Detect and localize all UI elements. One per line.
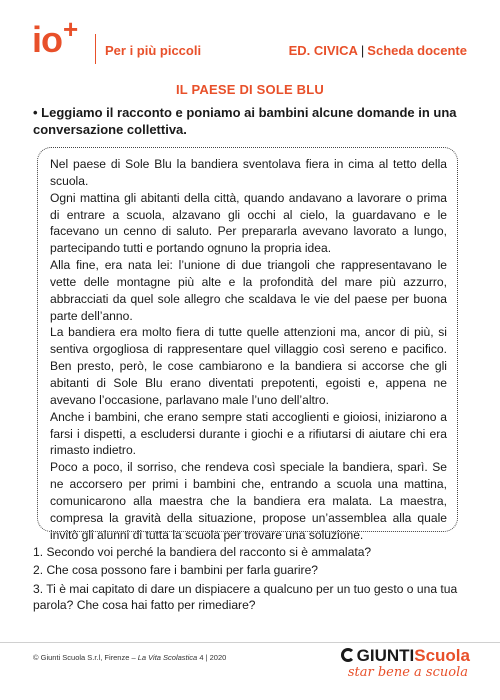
story-box	[37, 147, 458, 542]
credit-suffix: 4 | 2020	[197, 653, 227, 662]
page-header	[0, 0, 500, 72]
intro-instruction: • Leggiamo il racconto e poniamo ai bambini alcune domande in una conversazione collettiva.	[33, 105, 457, 137]
publisher-name	[341, 646, 470, 666]
credit-prefix: © Giunti Scuola S.r.l, Firenze –	[33, 653, 138, 662]
logo-text: io	[32, 19, 62, 60]
publisher-name-a: GIUNTI	[356, 646, 415, 665]
story-paragraph: Nel paese di Sole Blu la bandiera sventolava fiera in cima al tetto della scuola.	[50, 157, 447, 188]
publisher-tagline: star bene a scuola	[347, 665, 468, 680]
story-paragraph: La bandiera era molto fiera di tutte quelle attenzioni ma, ancor di più, si sentiva orgogliosa di rappresentare quel villaggio così sereno e pacifico. Ben presto, però, le cose cambiarono e la bandiera si accorse che gli abitanti di Sole Blu erano diventati prepotenti, egoisti e, appena ne avevano l’occasione, parlavano male l’uno dell’altro.	[50, 325, 447, 407]
question-item: 3. Ti è mai capitato di dare un dispiacere a qualcuno per un tuo gesto o una tua parola? Che cosa hai fatto per rimediare?	[33, 581, 458, 613]
copyright-credit	[33, 653, 226, 662]
header-divider	[95, 34, 96, 64]
header-separator: |	[360, 43, 365, 58]
giunti-g-icon	[341, 648, 355, 662]
questions-list	[33, 544, 473, 616]
logo-plus: +	[63, 14, 78, 44]
series-name: Per i più piccoli	[105, 43, 202, 58]
header-subject-block	[289, 43, 467, 58]
story-paragraph: Anche i bambini, che erano sempre stati accoglienti e gioiosi, iniziarono a farsi i dispetti, a escludersi durante i giochi e a rifiutarsi di aiutare chi era rimasto indietro.	[50, 409, 447, 458]
question-item: 1. Secondo voi perché la bandiera del racconto si è ammalata?	[33, 545, 372, 559]
page-title: IL PAESE DI SOLE BLU	[176, 82, 324, 97]
story-paragraph: Poco a poco, il sorriso, che rendeva così speciale la bandiera, sparì. Se ne accorsero per primi i bambini che, entrando a scuola una mattina, comunicarono alla maestra che la bandiera era malata. La maestra, compresa la gravità della situazione, propose un’assemblea alla quale invitò gli alunni di tutta la scuola per trovare una soluzione.	[50, 460, 447, 542]
story-text	[50, 156, 447, 543]
publisher-name-b: Scuola	[414, 646, 470, 665]
io-plus-logo	[32, 14, 78, 61]
publisher-logo	[341, 646, 470, 680]
question-item: 2. Che cosa possono fare i bambini per farla guarire?	[33, 563, 319, 578]
story-paragraph: Ogni mattina gli abitanti della città, quando andavano a lavorare o prima di entrare a scuola, alzavano gli occhi al cielo, la guardavano e le facevano un cenno di saluto. Per prepararla avevano lavorato a lungo, partecipando tutti e portando ognuno la propria idea.	[50, 190, 447, 256]
story-paragraph: Alla fine, era nata lei: l’unione di due triangoli che rappresentavano le vette delle montagne più alte e la profondità del mare più azzurro, abbracciati da quel sole allegro che scaldava le vie del paese per buona parte dell’anno.	[50, 258, 447, 323]
footer-divider	[0, 642, 500, 643]
sheet-type-label: Scheda docente	[367, 43, 467, 58]
magazine-title: La Vita Scolastica	[137, 653, 198, 662]
subject-label: ED. CIVICA	[288, 43, 358, 58]
